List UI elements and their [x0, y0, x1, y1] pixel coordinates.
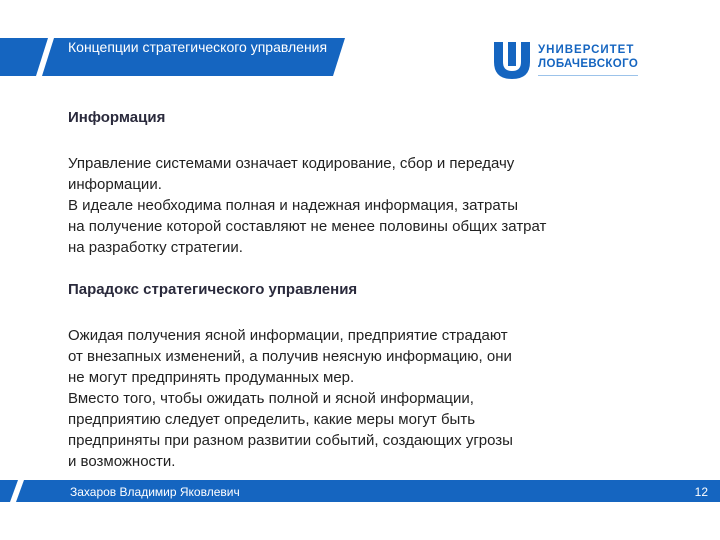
logo-rule [538, 75, 638, 76]
section-text-information: Управление системами означает кодирование, сбор и передачу информации. В идеале необходима полная и надежная информация, затраты на получение которой составляют не менее половины общих затрат на разработку стратегии. [68, 155, 547, 256]
logo-text-line1: УНИВЕРСИТЕТ [538, 44, 635, 56]
slide-title: Концепции стратегического управления [68, 39, 328, 55]
section-text-paradox: Ожидая получения ясной информации, предприятие страдают от внезапных изменений, а получив неясную информацию, они не могут предпринять продуманных мер. Вместо того, чтобы ожидать полной и ясной информации, предприятию следует определить, какие меры могут быть предприняты при разном развитии событий, создающих угрозы и возможности. [68, 327, 513, 470]
slide-content [68, 102, 688, 472]
page-number: 12 [694, 485, 708, 499]
logo-text-line2: ЛОБАЧЕВСКОГО [538, 58, 639, 70]
footer-author: Захаров Владимир Яковлевич [70, 485, 240, 499]
university-logo [492, 40, 652, 82]
section-heading-paradox: Парадокс стратегического управления [68, 281, 358, 298]
university-logo-icon [492, 40, 532, 80]
section-heading-information: Информация [68, 109, 166, 126]
